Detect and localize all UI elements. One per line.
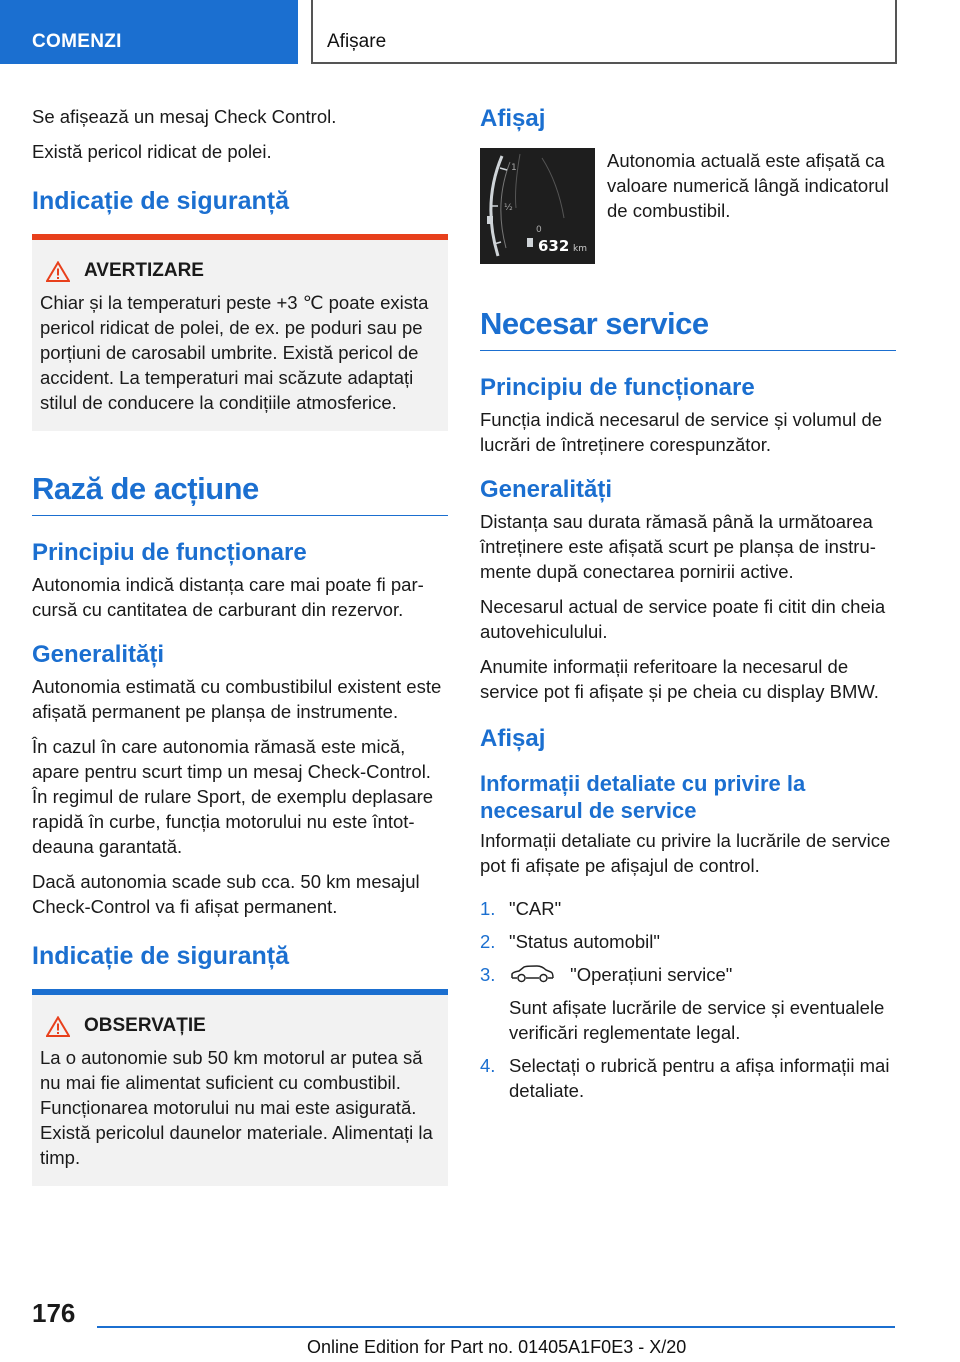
step-number: 4. xyxy=(480,1055,496,1076)
warning-triangle-icon xyxy=(46,1016,70,1037)
header-topic-label: Afișare xyxy=(327,31,387,52)
step-text: Selectați o rubrică pentru a afișa informații mai detaliate. xyxy=(509,1055,890,1101)
paragraph: Autonomia indică distanța care mai poate fi parcursă cu cantitatea de carburant din rezervor. xyxy=(32,574,424,620)
left-column xyxy=(32,104,448,1186)
notice-label: OBSERVAȚIE xyxy=(84,1015,206,1036)
step-number: 3. xyxy=(480,964,496,985)
list-item xyxy=(480,929,896,954)
warning-header xyxy=(40,260,440,282)
page-number: 176 xyxy=(32,1298,76,1328)
header-topic-tab xyxy=(311,0,897,64)
list-item xyxy=(480,1053,896,1103)
steps-list xyxy=(480,896,896,1103)
header-section-label: COMENZI xyxy=(32,31,122,52)
step-number: 1. xyxy=(480,898,496,919)
subsection-heading-principle: Principiu de funcționare xyxy=(32,539,307,566)
paragraph: Autonomia estimată cu combustibilul existent este afișată permanent pe planșa de instrumente. xyxy=(32,676,442,722)
gauge-mark-full: 1 xyxy=(511,163,517,173)
step-subtext: Sunt afișate lucrările de service și eventualele verificări reglementate legal. xyxy=(509,997,885,1043)
list-item xyxy=(480,962,896,1045)
paragraph: Autonomia actuală este afișată ca valoare numerică lângă indicatorul de combustibil. xyxy=(607,150,889,221)
paragraph: Necesarul actual de service poate fi citit din cheia autovehiculului. xyxy=(480,596,886,642)
notice-header xyxy=(40,1015,440,1037)
section-title-range: Rază de acțiune xyxy=(32,471,448,516)
subsection-heading-principle: Principiu de funcționare xyxy=(480,374,755,401)
gauge-range-value: 632 xyxy=(538,237,570,255)
subsection-heading-details: Informații detaliate cu privire la necesarul de service xyxy=(480,771,806,823)
warning-label: AVERTIZARE xyxy=(84,260,204,281)
safety-heading: Indicație de siguranță xyxy=(32,187,290,215)
step-text: "Operațiuni service" xyxy=(570,964,733,985)
subsection-heading-display: Afișaj xyxy=(480,105,546,132)
paragraph: Informații detaliate cu privire la lucrările de service pot fi afișate pe afișajul de control. xyxy=(480,830,891,876)
subsection-heading-general: Generalități xyxy=(480,476,613,503)
notice-text: La o autonomie sub 50 km motorul ar putea să nu mai fie alimentat suficient cu combustibil. Funcționarea motorului nu mai este asigurată. Există pericolul daunelor materiale. Alimentați la timp. xyxy=(40,1047,433,1168)
subsection-heading-general: Generalități xyxy=(32,641,165,668)
paragraph: În cazul în care autonomia rămasă este mică, apare pentru scurt timp un mesaj Check-Control. În regimul de rulare Sport, de exemplu deplasare rapidă în curbe, funcția motorului nu este întotdeauna garantată. xyxy=(32,736,434,857)
car-icon xyxy=(509,965,555,983)
list-item xyxy=(480,896,896,921)
warning-text: Chiar și la temperaturi peste +3 ℃ poate exista pericol ridicat de polei, de ex. pe poduri sau pe porțiuni de carosabil umbrite. Există pericol de accident. La temperaturi mai scăzute adaptați stilul de conducere la condițiile atmosferice. xyxy=(40,292,429,413)
section-title-service: Necesar service xyxy=(480,306,896,351)
step-text: "Status automobil" xyxy=(509,931,660,952)
paragraph: Există pericol ridicat de polei. xyxy=(32,141,272,162)
safety-heading: Indicație de siguranță xyxy=(32,942,290,970)
step-text: "CAR" xyxy=(509,898,562,919)
footer-edition: Online Edition for Part no. 01405A1F0E3 - X/20 xyxy=(307,1337,687,1357)
paragraph: Funcția indică necesarul de service și volumul de lucrări de întreținere corespunzător. xyxy=(480,409,883,455)
paragraph: Anumite informații referitoare la necesarul de service pot fi afișate și pe cheia cu display BMW. xyxy=(480,656,879,702)
gauge-mark-empty: 0 xyxy=(536,225,542,235)
warning-box xyxy=(32,234,448,431)
paragraph: Dacă autonomia scade sub cca. 50 km mesajul Check-Control va fi afișat permanent. xyxy=(32,871,420,917)
notice-box xyxy=(32,989,448,1186)
gauge-range-unit: km xyxy=(573,244,587,254)
step-number: 2. xyxy=(480,931,496,952)
paragraph: Se afișează un mesaj Check Control. xyxy=(32,106,337,127)
gauge-mark-half: ½ xyxy=(504,203,513,213)
warning-triangle-icon xyxy=(46,261,70,282)
footer-divider xyxy=(97,1326,895,1328)
subsection-heading-display: Afișaj xyxy=(480,725,546,752)
right-column xyxy=(480,104,896,1111)
paragraph: Distanța sau durata rămasă până la următoarea întreținere este afișată scurt pe planșa de instrumente după conectarea pornirii active. xyxy=(480,511,876,582)
fuel-gauge-image xyxy=(480,148,595,264)
header-section-tab xyxy=(0,0,298,64)
fuel-gauge-graphic xyxy=(480,148,595,264)
